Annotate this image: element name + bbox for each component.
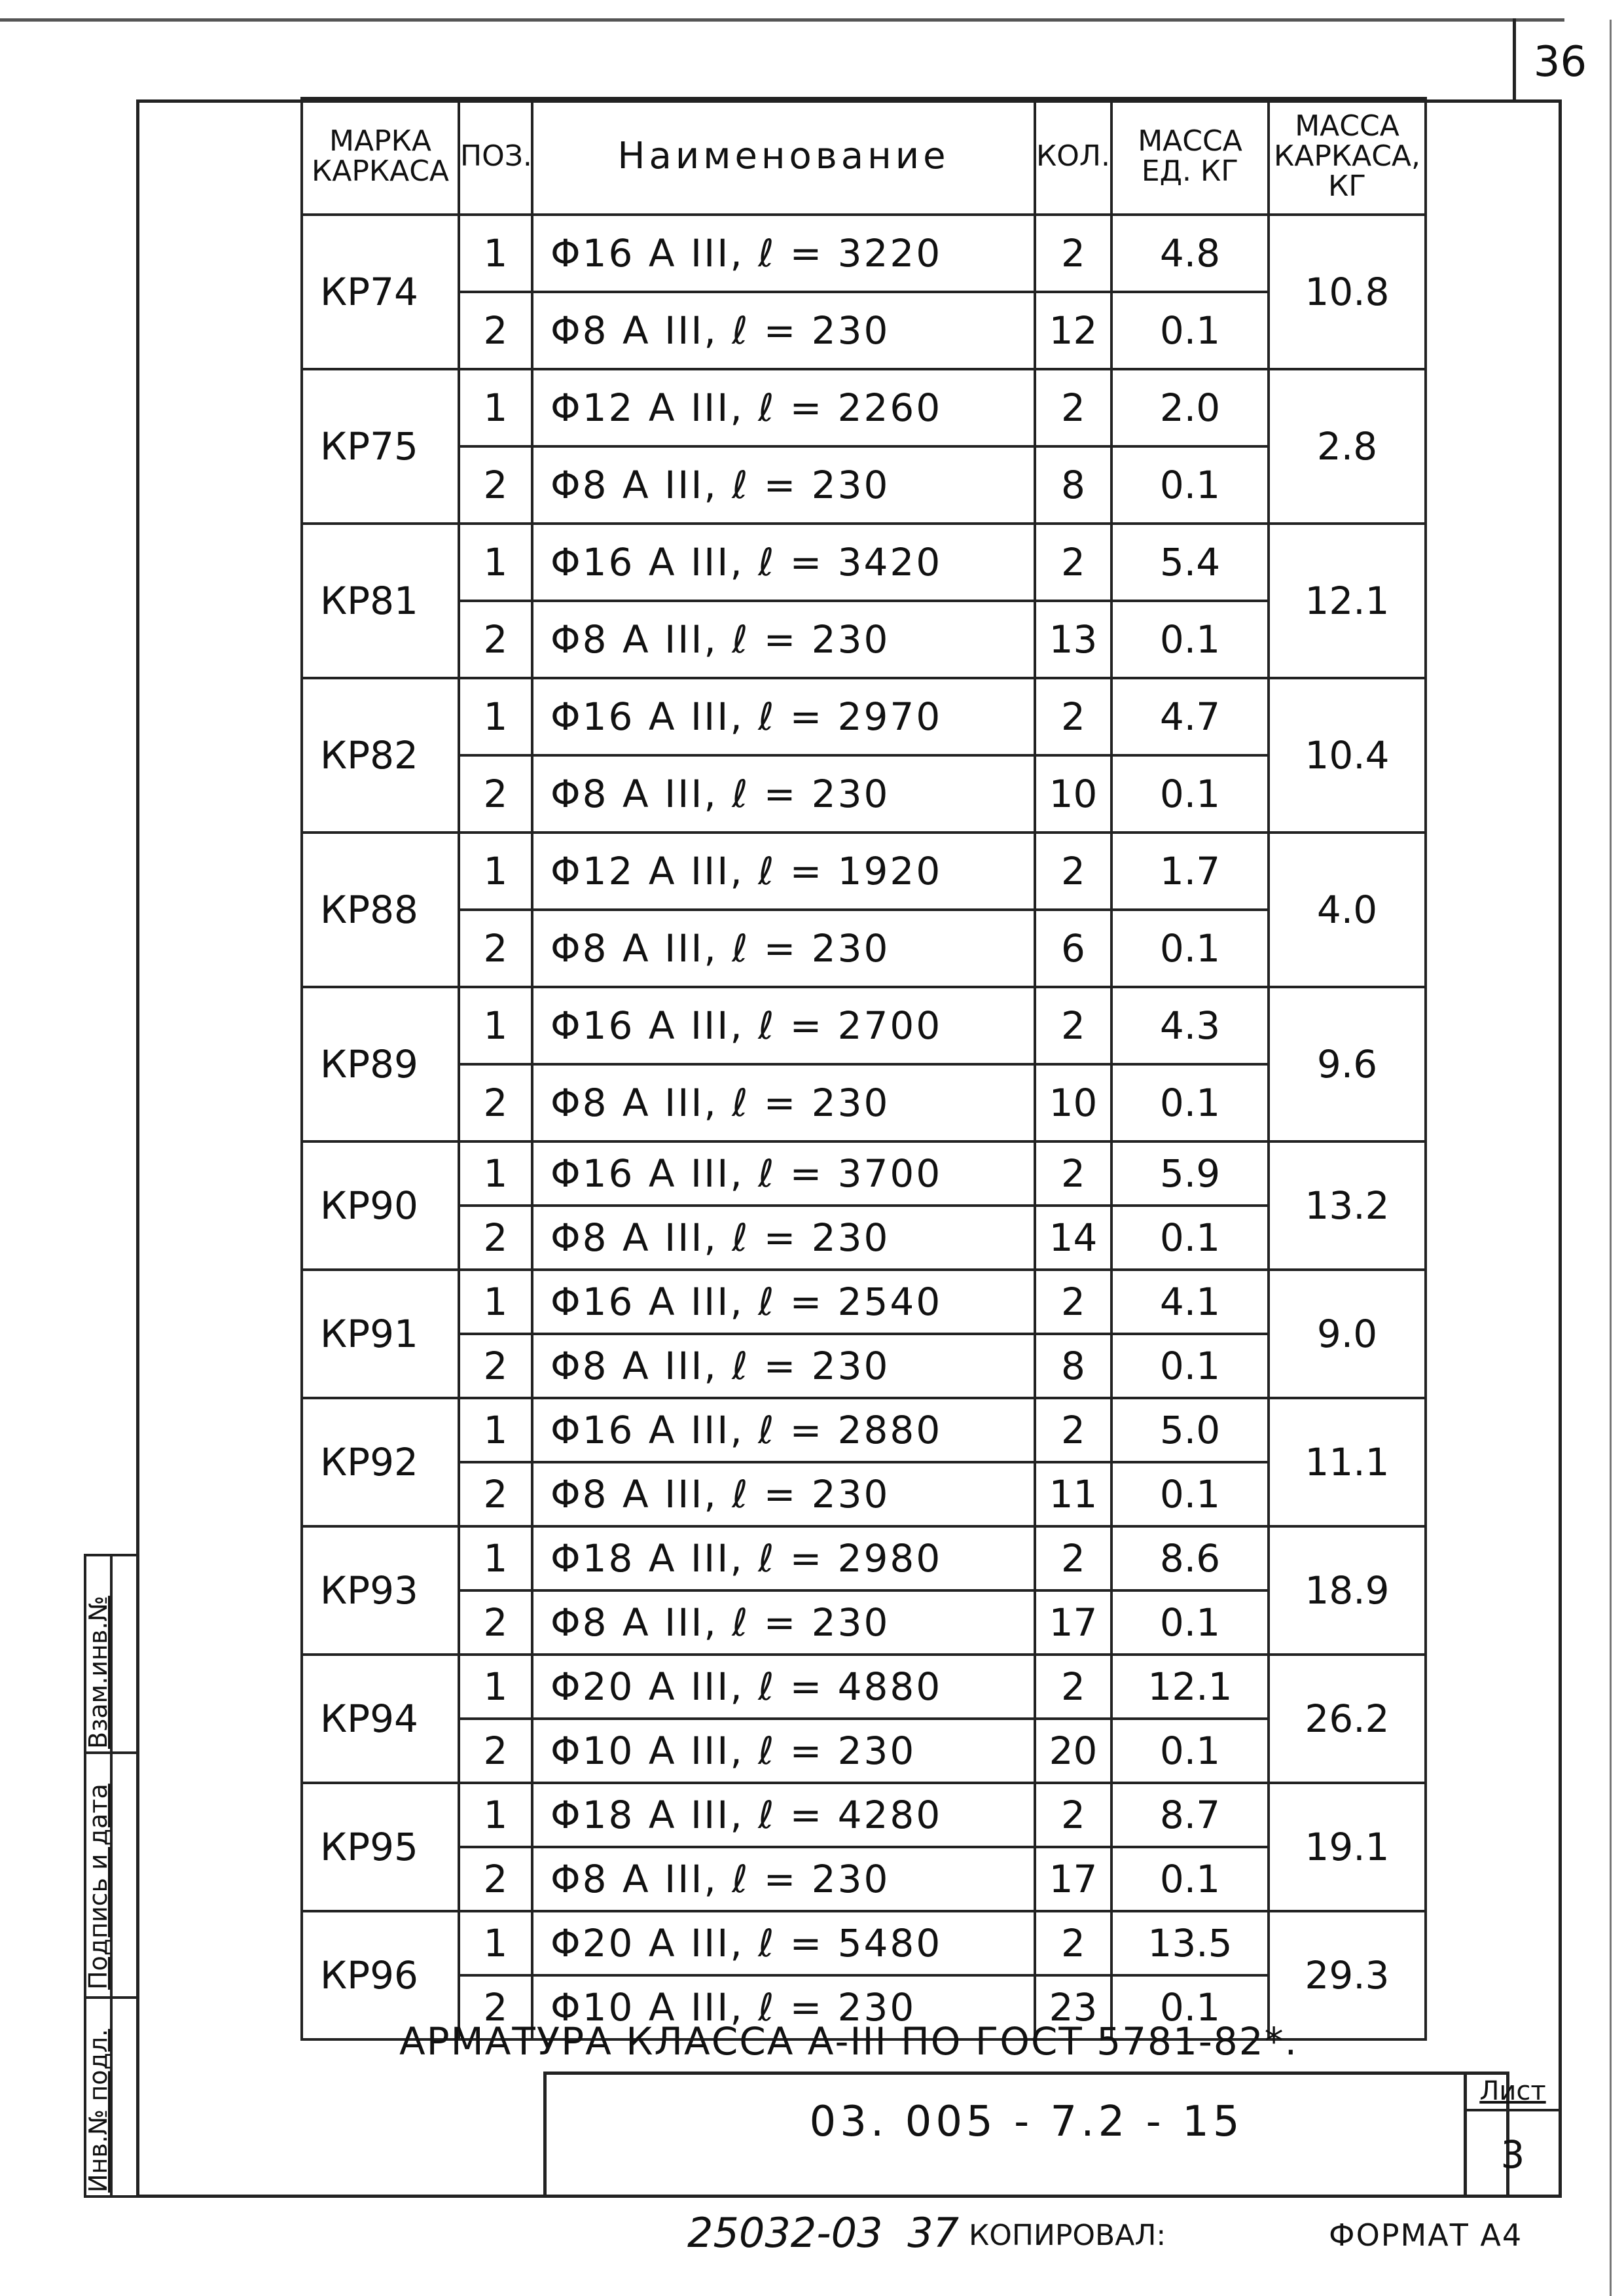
item-name-cell: Φ18 А III, ℓ = 4280 [532, 1783, 1035, 1847]
page-number: 36 [1533, 38, 1587, 86]
unit-mass-cell: 4.3 [1111, 987, 1269, 1064]
item-name-cell: Φ20 А III, ℓ = 5480 [532, 1911, 1035, 1975]
header-unit-mass: МАССА ЕД. КГ [1111, 98, 1269, 215]
right-edge-line [1610, 20, 1612, 2296]
position-cell: 1 [459, 369, 532, 446]
quantity-cell: 13 [1035, 601, 1111, 678]
frame-mass-cell: 29.3 [1269, 1911, 1426, 2039]
quantity-cell: 2 [1035, 1655, 1111, 1719]
quantity-cell: 2 [1035, 1526, 1111, 1590]
quantity-cell: 2 [1035, 369, 1111, 446]
item-name-cell: Φ16 А III, ℓ = 3700 [532, 1141, 1035, 1206]
unit-mass-cell: 0.1 [1111, 1206, 1269, 1270]
paper-format: ФОРМАТ А4 [1329, 2217, 1523, 2253]
quantity-cell: 2 [1035, 1141, 1111, 1206]
unit-mass-cell: 0.1 [1111, 755, 1269, 833]
frame-mark-cell: КР92 [302, 1398, 459, 1526]
table-row [302, 369, 1426, 446]
frame-mass-cell: 18.9 [1269, 1526, 1426, 1655]
item-name-cell: Φ8 А III, ℓ = 230 [532, 910, 1035, 987]
item-name-cell: Φ18 А III, ℓ = 2980 [532, 1526, 1035, 1590]
header-mark: МАРКА КАРКАСА [302, 98, 459, 215]
position-cell: 1 [459, 1526, 532, 1590]
copied-by-label: КОПИРОВАЛ: [969, 2219, 1166, 2252]
frame-mark-cell: КР96 [302, 1911, 459, 2039]
table-row [302, 1719, 1426, 1783]
item-name-cell: Φ8 А III, ℓ = 230 [532, 1206, 1035, 1270]
table-row [302, 1462, 1426, 1526]
unit-mass-cell: 5.0 [1111, 1398, 1269, 1462]
item-name-cell: Φ8 А III, ℓ = 230 [532, 755, 1035, 833]
table-body [302, 215, 1426, 2039]
quantity-cell: 14 [1035, 1206, 1111, 1270]
frame-mass-cell: 4.0 [1269, 833, 1426, 987]
frame-mark-cell: КР93 [302, 1526, 459, 1655]
unit-mass-cell: 0.1 [1111, 292, 1269, 369]
position-cell: 1 [459, 1398, 532, 1462]
unit-mass-cell: 2.0 [1111, 369, 1269, 446]
frame-mark-cell: КР74 [302, 215, 459, 369]
quantity-cell: 2 [1035, 678, 1111, 755]
frame-mass-cell: 9.0 [1269, 1270, 1426, 1398]
unit-mass-cell: 12.1 [1111, 1655, 1269, 1719]
position-cell: 2 [459, 1064, 532, 1141]
frame-mark-cell: КР90 [302, 1141, 459, 1270]
unit-mass-cell: 0.1 [1111, 1064, 1269, 1141]
table-row [302, 601, 1426, 678]
reinforcement-class-note: АРМАТУРА КЛАССА А-III ПО ГОСТ 5781-82*. [399, 2019, 1299, 2064]
position-cell: 2 [459, 910, 532, 987]
position-cell: 2 [459, 601, 532, 678]
sheet-label: Лист [1479, 2076, 1546, 2106]
item-name-cell: Φ16 А III, ℓ = 2540 [532, 1270, 1035, 1334]
sheet-box-divider [1464, 2109, 1562, 2111]
side-stamp-replaced-inventory: Взам.инв.№ [84, 1596, 113, 1749]
side-stamp-signature-date: Подпись и дата [84, 1784, 113, 1990]
copy-number: 37 [907, 2209, 960, 2257]
unit-mass-cell: 0.1 [1111, 1847, 1269, 1911]
quantity-cell: 2 [1035, 1783, 1111, 1847]
quantity-cell: 2 [1035, 215, 1111, 292]
position-cell: 2 [459, 1590, 532, 1655]
position-cell: 1 [459, 1270, 532, 1334]
table-row [302, 1206, 1426, 1270]
table-row [302, 1783, 1426, 1847]
item-name-cell: Φ16 А III, ℓ = 2970 [532, 678, 1035, 755]
table-row [302, 910, 1426, 987]
unit-mass-cell: 4.7 [1111, 678, 1269, 755]
unit-mass-cell: 4.8 [1111, 215, 1269, 292]
table-header-row [302, 98, 1426, 215]
table-row [302, 987, 1426, 1064]
table-row [302, 833, 1426, 910]
unit-mass-cell: 0.1 [1111, 446, 1269, 524]
quantity-cell: 10 [1035, 1064, 1111, 1141]
position-cell: 1 [459, 1783, 532, 1847]
position-cell: 2 [459, 1719, 532, 1783]
item-name-cell: Φ12 А III, ℓ = 2260 [532, 369, 1035, 446]
table-row [302, 1398, 1426, 1462]
position-cell: 1 [459, 987, 532, 1064]
position-cell: 1 [459, 678, 532, 755]
frame-mass-cell: 26.2 [1269, 1655, 1426, 1783]
quantity-cell: 8 [1035, 446, 1111, 524]
side-stamp-original-inventory: Инв.№ подл. [84, 2028, 113, 2193]
frame-mass-cell: 10.4 [1269, 678, 1426, 833]
item-name-cell: Φ16 А III, ℓ = 3220 [532, 215, 1035, 292]
table-row [302, 215, 1426, 292]
frame-mass-cell: 10.8 [1269, 215, 1426, 369]
frame-mass-cell: 13.2 [1269, 1141, 1426, 1270]
frame-mass-cell: 19.1 [1269, 1783, 1426, 1911]
header-quantity: КОЛ. [1035, 98, 1111, 215]
side-stamp-separator [84, 1751, 136, 1754]
unit-mass-cell: 0.1 [1111, 1719, 1269, 1783]
table-row [302, 1526, 1426, 1590]
table-row [302, 1270, 1426, 1334]
position-cell: 1 [459, 215, 532, 292]
quantity-cell: 2 [1035, 833, 1111, 910]
item-name-cell: Φ8 А III, ℓ = 230 [532, 446, 1035, 524]
frame-mark-cell: КР88 [302, 833, 459, 987]
document-number: 03. 005 - 7.2 - 15 [809, 2098, 1244, 2146]
item-name-cell: Φ8 А III, ℓ = 230 [532, 1064, 1035, 1141]
position-cell: 2 [459, 1462, 532, 1526]
frame-mark-cell: КР82 [302, 678, 459, 833]
position-cell: 2 [459, 1206, 532, 1270]
quantity-cell: 12 [1035, 292, 1111, 369]
position-cell: 2 [459, 755, 532, 833]
frame-mark-cell: КР94 [302, 1655, 459, 1783]
header-name: Наименование [532, 98, 1035, 215]
position-cell: 1 [459, 1141, 532, 1206]
side-stamp-separator [84, 1996, 136, 1999]
quantity-cell: 2 [1035, 1270, 1111, 1334]
unit-mass-cell: 0.1 [1111, 910, 1269, 987]
item-name-cell: Φ8 А III, ℓ = 230 [532, 1590, 1035, 1655]
table-row [302, 678, 1426, 755]
table-row [302, 1590, 1426, 1655]
position-cell: 1 [459, 833, 532, 910]
unit-mass-cell: 0.1 [1111, 1462, 1269, 1526]
item-name-cell: Φ8 А III, ℓ = 230 [532, 1462, 1035, 1526]
header-position: ПОЗ. [459, 98, 532, 215]
frame-mark-cell: КР91 [302, 1270, 459, 1398]
quantity-cell: 20 [1035, 1719, 1111, 1783]
item-name-cell: Φ8 А III, ℓ = 230 [532, 292, 1035, 369]
unit-mass-cell: 13.5 [1111, 1911, 1269, 1975]
unit-mass-cell: 5.9 [1111, 1141, 1269, 1206]
sheet-number: 3 [1500, 2132, 1525, 2177]
item-name-cell: Φ20 А III, ℓ = 4880 [532, 1655, 1035, 1719]
quantity-cell: 2 [1035, 1911, 1111, 1975]
frame-mark-cell: КР75 [302, 369, 459, 524]
table-row [302, 1141, 1426, 1206]
item-name-cell: Φ16 А III, ℓ = 3420 [532, 524, 1035, 601]
frame-mass-cell: 9.6 [1269, 987, 1426, 1141]
quantity-cell: 17 [1035, 1847, 1111, 1911]
position-cell: 2 [459, 292, 532, 369]
quantity-cell: 2 [1035, 987, 1111, 1064]
frame-mass-cell: 12.1 [1269, 524, 1426, 678]
unit-mass-cell: 8.7 [1111, 1783, 1269, 1847]
unit-mass-cell: 4.1 [1111, 1270, 1269, 1334]
quantity-cell: 2 [1035, 524, 1111, 601]
position-cell: 2 [459, 446, 532, 524]
position-cell: 1 [459, 1655, 532, 1719]
frame-mark-cell: КР89 [302, 987, 459, 1141]
frame-mark-cell: КР81 [302, 524, 459, 678]
table-row [302, 1334, 1426, 1398]
order-number [687, 2209, 959, 2257]
table-row [302, 292, 1426, 369]
frame-mark-cell: КР95 [302, 1783, 459, 1911]
quantity-cell: 10 [1035, 755, 1111, 833]
item-name-cell: Φ10 А III, ℓ = 230 [532, 1719, 1035, 1783]
item-name-cell: Φ8 А III, ℓ = 230 [532, 1847, 1035, 1911]
item-name-cell: Φ8 А III, ℓ = 230 [532, 1334, 1035, 1398]
position-cell: 2 [459, 1847, 532, 1911]
quantity-cell: 2 [1035, 1398, 1111, 1462]
unit-mass-cell: 1.7 [1111, 833, 1269, 910]
item-name-cell: Φ10 А III, ℓ = 230 [532, 1975, 1035, 2039]
unit-mass-cell: 0.1 [1111, 1975, 1269, 2039]
order-code: 25032-03 [687, 2209, 883, 2257]
item-name-cell: Φ16 А III, ℓ = 2700 [532, 987, 1035, 1064]
table-row [302, 1064, 1426, 1141]
table-row [302, 1911, 1426, 1975]
unit-mass-cell: 0.1 [1111, 601, 1269, 678]
specification-table [300, 97, 1427, 2041]
position-cell: 2 [459, 1975, 532, 2039]
table-row [302, 1847, 1426, 1911]
unit-mass-cell: 0.1 [1111, 1590, 1269, 1655]
item-name-cell: Φ16 А III, ℓ = 2880 [532, 1398, 1035, 1462]
unit-mass-cell: 0.1 [1111, 1334, 1269, 1398]
item-name-cell: Φ8 А III, ℓ = 230 [532, 601, 1035, 678]
table-row [302, 524, 1426, 601]
frame-mass-cell: 2.8 [1269, 369, 1426, 524]
position-cell: 2 [459, 1334, 532, 1398]
quantity-cell: 11 [1035, 1462, 1111, 1526]
frame-mass-cell: 11.1 [1269, 1398, 1426, 1526]
quantity-cell: 23 [1035, 1975, 1111, 2039]
table-row [302, 446, 1426, 524]
table-row [302, 1655, 1426, 1719]
quantity-cell: 8 [1035, 1334, 1111, 1398]
position-cell: 1 [459, 524, 532, 601]
unit-mass-cell: 5.4 [1111, 524, 1269, 601]
header-frame-mass: МАССА КАРКАСА, КГ [1269, 98, 1426, 215]
unit-mass-cell: 8.6 [1111, 1526, 1269, 1590]
item-name-cell: Φ12 А III, ℓ = 1920 [532, 833, 1035, 910]
position-cell: 1 [459, 1911, 532, 1975]
quantity-cell: 17 [1035, 1590, 1111, 1655]
quantity-cell: 6 [1035, 910, 1111, 987]
top-border-line [0, 18, 1564, 22]
table-row [302, 755, 1426, 833]
